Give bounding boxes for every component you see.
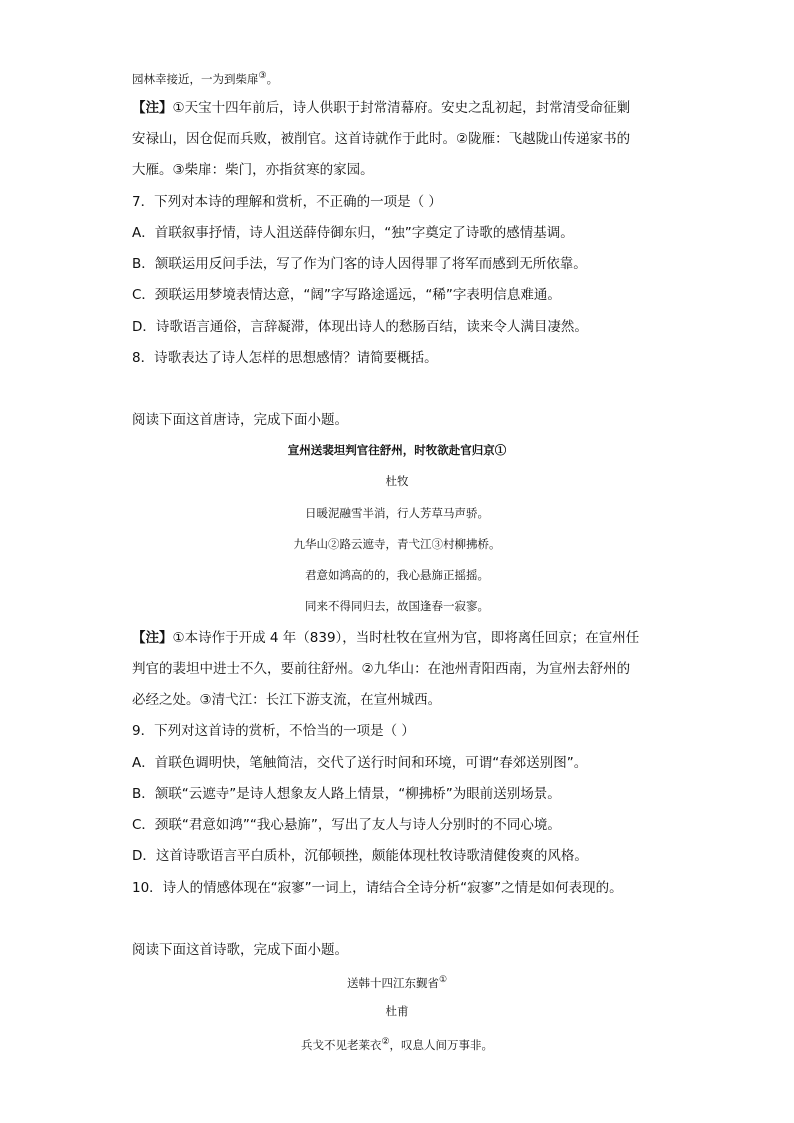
- section3-poem-author: 杜甫: [385, 1004, 409, 1018]
- q7-option-b: B．颔联运用反问手法，写了作为门客的诗人因得罪了将军而感到无所依靠。: [132, 256, 587, 272]
- section3-line1-mark: ②: [381, 1037, 390, 1047]
- note2-line-2: 判官的裴坦中进士不久，要前往舒州。②九华山：在池州青阳西南，为宣州去舒州的: [132, 661, 631, 677]
- q8-stem: 8．诗歌表达了诗人怎样的思想感情？请简要概括。: [132, 350, 438, 366]
- poem1-tail-mark: ③: [258, 71, 267, 81]
- section3-line1-b: ，叹息人间万事非。: [389, 1037, 494, 1052]
- note1-label: 【注】: [132, 100, 173, 116]
- q9-option-a: A．首联色调明快，笔触简洁，交代了送行时间和环境，可谓“春郊送别图”。: [132, 755, 588, 771]
- note2-label: 【注】: [132, 630, 173, 646]
- section3-poem-title-text: 送韩十四江东觐省: [346, 975, 439, 990]
- section2-poem-line-3: 君意如鸿高的的，我心悬旆正摇摇。: [305, 568, 489, 582]
- section3-intro: 阅读下面这首诗歌，完成下面小题。: [132, 942, 348, 958]
- note2-line-1: [132, 628, 639, 648]
- q7-option-c: C．颈联运用梦境表情达意，“阔”字写路途遥远，“稀”字表明信息难通。: [132, 287, 561, 303]
- q9-option-d: D．这首诗歌语言平白质朴，沉郁顿挫，颇能体现杜牧诗歌清健俊爽的风格。: [132, 848, 588, 864]
- note1-line-3: 大雁。③柴扉：柴门，亦指贫寒的家园。: [132, 162, 374, 178]
- q10-stem: 10．诗人的情感体现在“寂寥”一词上，请结合全诗分析“寂寥”之情是如何表现的。: [132, 880, 623, 896]
- section3-line1-a: 兵戈不见老莱衣: [300, 1037, 382, 1052]
- poem1-tail-text: 园林幸接近，一为到柴扉: [132, 71, 259, 86]
- note1-line-1: [132, 98, 630, 118]
- q9-option-c: C．颈联“君意如鸿”“我心悬旆”，写出了友人与诗人分别时的不同心境。: [132, 817, 561, 833]
- section3-poem-title: [0, 971, 794, 992]
- q9-option-b: B．颔联“云遮寺”是诗人想象友人路上情景，“柳拂桥”为眼前送别场景。: [132, 786, 561, 802]
- section2-poem-line-4: 同来不得同归去，故国逢春一寂寥。: [305, 599, 489, 613]
- q9-stem: 9．下列对这首诗的赏析，不恰当的一项是（ ）: [132, 723, 415, 739]
- section2-poem-line-1: 日暖泥融雪半消，行人芳草马声骄。: [305, 506, 489, 520]
- q7-option-a: A．首联叙事抒情，诗人沮送薛侍御东归，“独”字奠定了诗歌的感情基调。: [132, 225, 574, 241]
- section2-poem-title: 宣州送裴坦判官往舒州，时牧欲赴官归京①: [287, 443, 507, 457]
- q7-option-d: D．诗歌语言通俗，言辞凝滞，体现出诗人的愁肠百结，读来令人满目凄然。: [132, 319, 588, 335]
- poem1-tail-end: 。: [266, 71, 279, 86]
- section3-poem-title-mark: ①: [438, 975, 448, 985]
- note1-text-1: ①天宝十四年前后，诗人供职于封常清幕府。安史之乱初起，封常清受命征剿: [172, 100, 631, 116]
- section2-poem-author: 杜牧: [385, 474, 409, 488]
- note2-line-3: 必经之处。③清弋江：长江下游支流，在宣州城西。: [132, 692, 442, 708]
- section3-poem-line-1: [0, 1033, 794, 1054]
- q7-stem: 7．下列对本诗的理解和赏析，不正确的一项是（ ）: [132, 194, 442, 210]
- section2-intro: 阅读下面这首唐诗，完成下面小题。: [132, 412, 348, 428]
- note1-line-2: 安禄山，因仓促而兵败，被削官。这首诗就作于此时。②陇雁：飞越陇山传递家书的: [132, 131, 631, 147]
- poem1-last-line: [132, 66, 278, 89]
- section2-poem-line-2: 九华山②路云遮寺，青弋江③村柳拂桥。: [293, 537, 501, 551]
- note2-text-1: ①本诗作于开成 4 年（839），当时杜牧在宣州为官，即将离任回京；在宣州任: [172, 630, 640, 646]
